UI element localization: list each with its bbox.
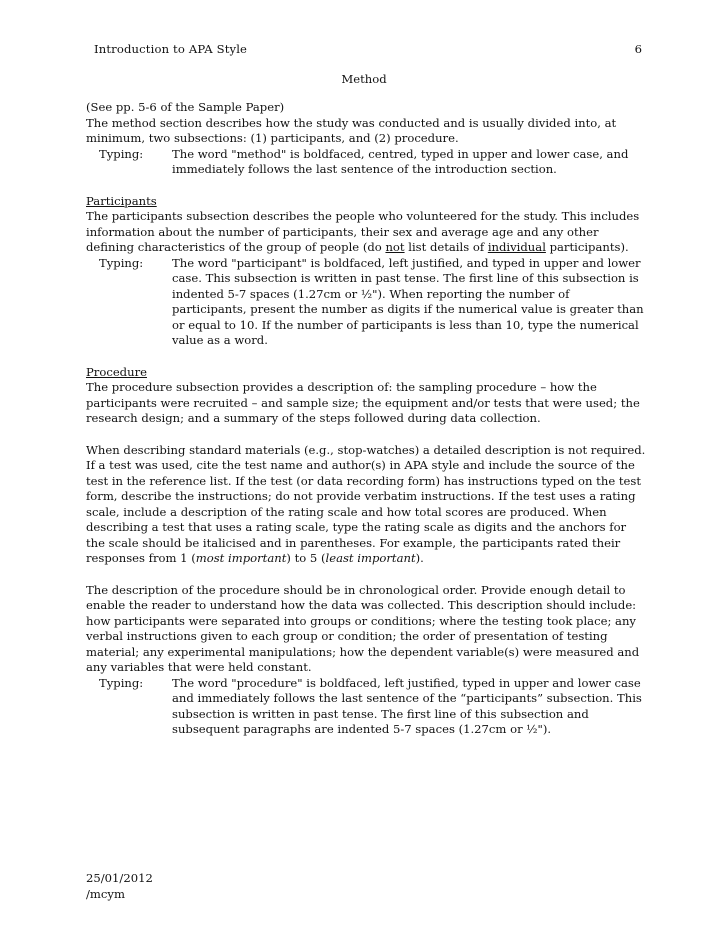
materials-text-3: ). [415,551,424,565]
footer-date: 25/01/2012 [86,871,153,885]
participants-text-3: participants). [545,240,629,254]
procedure-heading: Procedure [86,364,147,379]
typing-text: The word "method" is boldfaced, centred, typed in upper and lower case, and immediately follows the last sentence of the introduction section. [172,146,629,176]
participants-text-not: not [385,240,405,254]
participants-typing-note [86,256,646,349]
method-intro [86,100,646,178]
participants-text-2: list details of [404,240,488,254]
typing-label: Typing: [99,675,144,690]
participants-description [86,209,646,256]
materials-text-2: ) to 5 ( [286,551,326,565]
standard-materials-paragraph [86,443,646,567]
typing-text: The word "procedure" is boldfaced, left justified, typed in upper and lower case and immediately follows the last sentence of the “participants” subsection. This subsection is written in past tense. The first line of this subsection and subsequent paragraphs are indented 5-7 spaces (1.27cm or ½"). [172,675,642,736]
participants-section [86,194,646,349]
section-heading-method: Method [341,72,387,86]
chronological-order-section [86,583,646,738]
participants-heading: Participants [86,193,157,208]
typing-label: Typing: [99,255,144,270]
participants-text-1: The participants subsection describes the people who volunteered for the study. This includes information about the number of participants, their sex and average age and any other defining characteristics of the group of people (do [86,209,640,254]
page-number: 6 [634,42,642,56]
procedure-description: The procedure subsection provides a description of: the sampling procedure – how the participants were recruited – and sample size; the equipment and/or tests that were used; the research design; and a summary of the steps followed during data collection. [86,380,640,425]
method-typing-note [86,147,646,178]
document-body [86,100,646,754]
sample-paper-reference: (See pp. 5-6 of the Sample Paper) [86,100,285,114]
running-head-title: Introduction to APA Style [94,42,248,56]
typing-label: Typing: [99,146,144,161]
procedure-typing-note [86,676,646,738]
method-description: The method section describes how the study was conducted and is usually divided into, at minimum, two subsections: (1) participants, and (2) procedure. [86,115,617,145]
page-footer [86,871,153,902]
materials-text-1: When describing standard materials (e.g., stop-watches) a detailed description is not required. If a test was used, cite the test name and author(s) in APA style and include the source of the test in the reference list. If the test (or data recording form) has instructions typed on the test form, describe the instructions; do not provide verbatim instructions. If the test uses a rating scale, include a description of the rating scale and how total scores are produced. When describing a test that uses a rating scale, type the rating scale as digits and the anchors for the scale should be italicised and in parentheses. For example, the participants rated their responses from 1 ( [86,442,646,565]
chronological-order-paragraph: The description of the procedure should be in chronological order. Provide enough detail to enable the reader to understand how the data was collected. This description should include: how participants were separated into groups or conditions; where the testing took place; any verbal instructions given to each group or condition; the order of presentation of testing material; any experimental manipulations; how the dependent variable(s) were measured and any variables that were held constant. [86,582,640,674]
procedure-section [86,365,646,427]
anchor-most-important: most important [195,551,287,565]
participants-text-individual: individual [487,240,546,254]
anchor-least-important: least important [325,551,416,565]
footer-author: /mcym [86,886,125,901]
typing-text: The word "participant" is boldfaced, left justified, and typed in upper and lower case. This subsection is written in past tense. The first line of this subsection is indented 5-7 spaces (1.27cm or ½"). When reporting the number of participants, present the number as digits if the numerical value is greater than or equal to 10. If the number of participants is less than 10, type the numerical value as a word. [172,255,644,347]
